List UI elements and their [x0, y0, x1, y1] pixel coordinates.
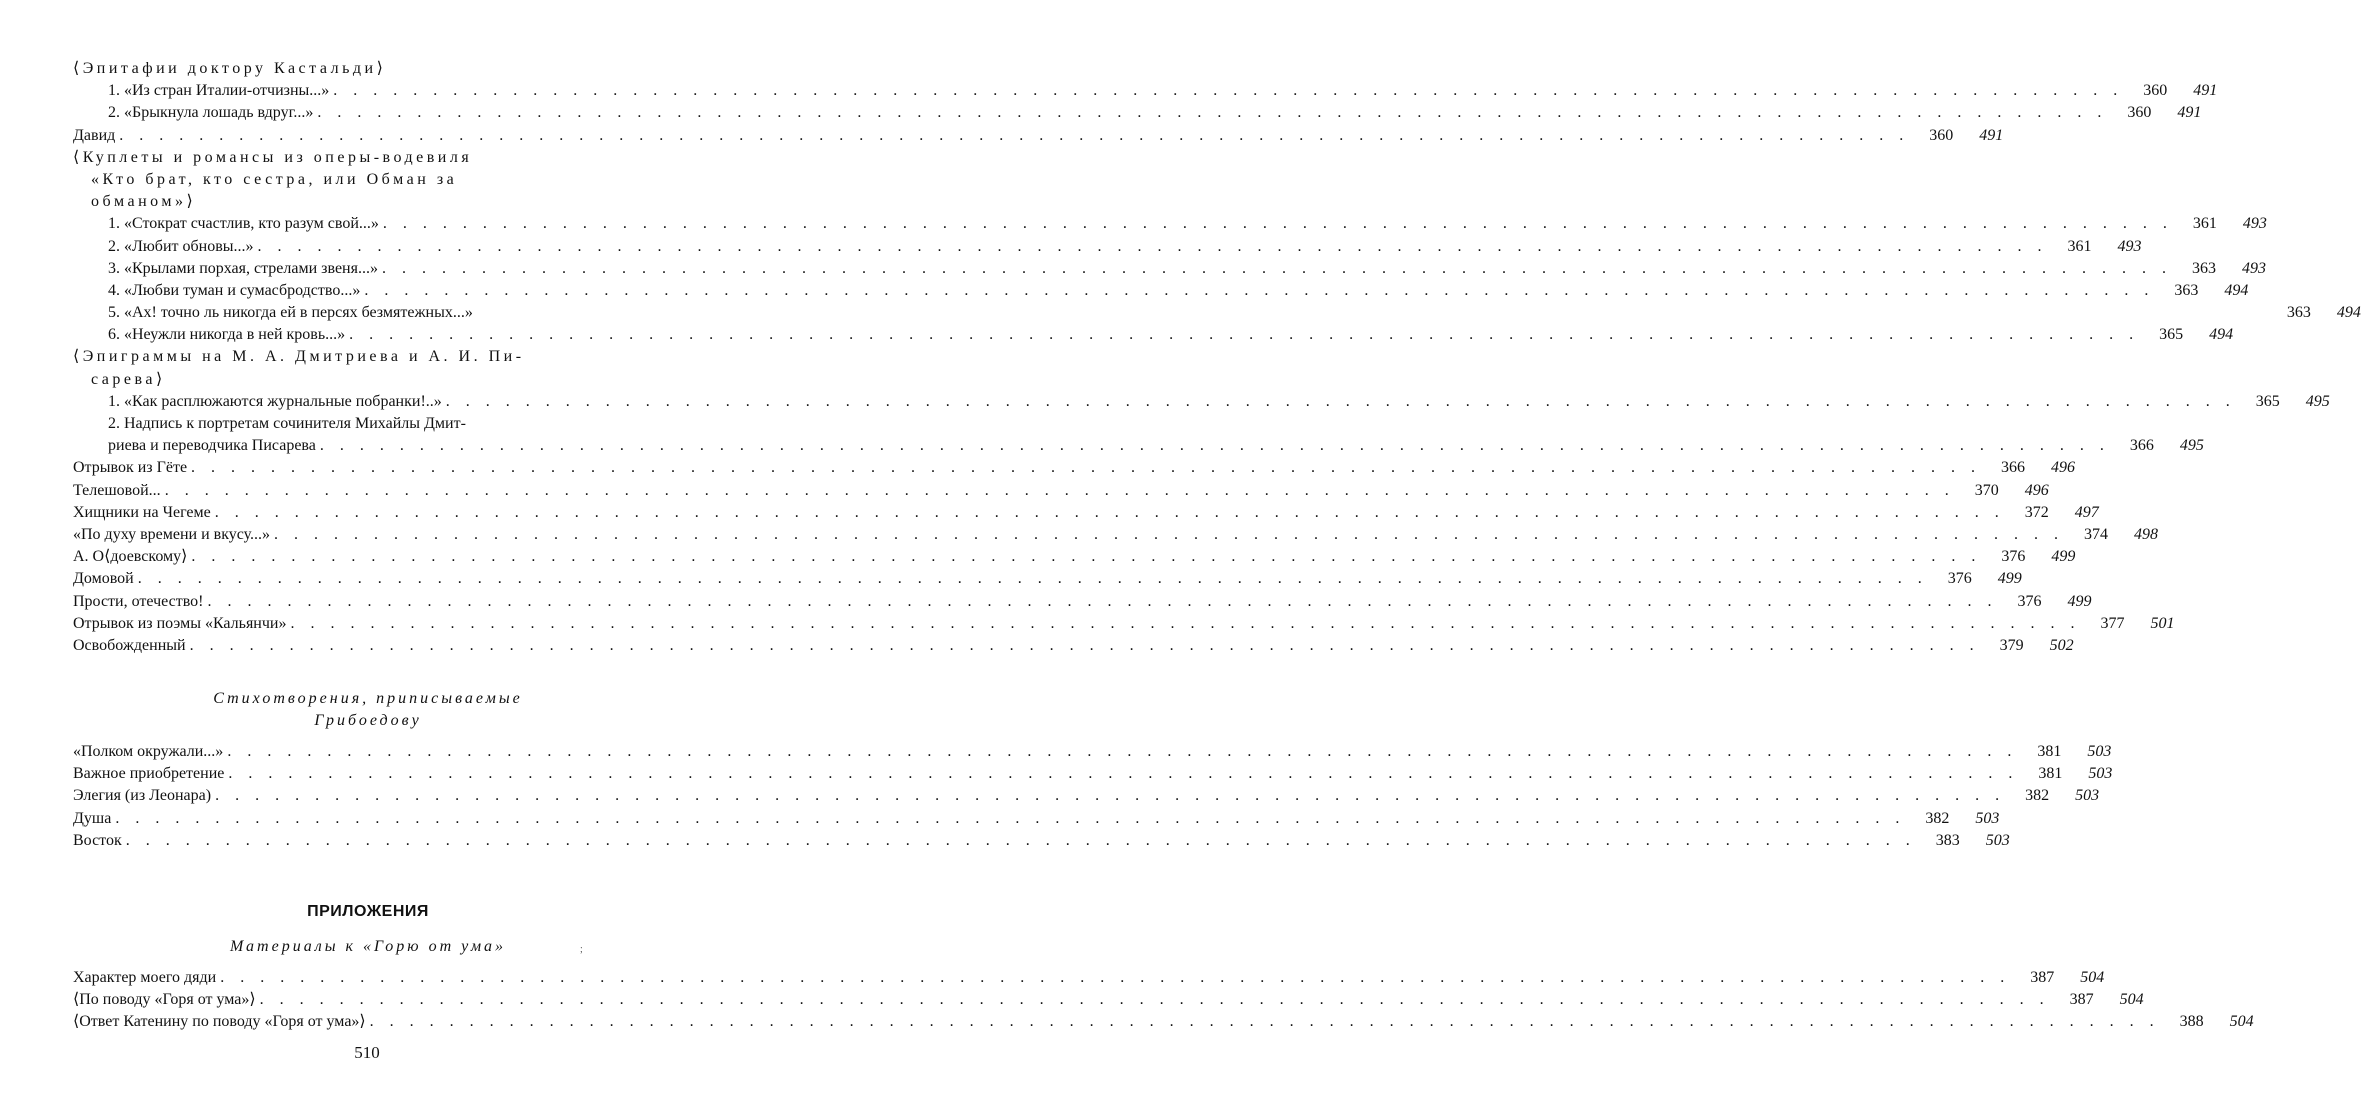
- dot-leader: [379, 213, 2173, 235]
- toc-entry: [73, 480, 2049, 502]
- toc-entry-page: 360: [2127, 104, 2152, 122]
- toc-entry-comment-page: 496: [2024, 481, 2049, 499]
- toc-entry: [73, 346, 663, 368]
- toc-entry-title: Давид: [73, 126, 116, 144]
- toc-entry: [73, 236, 2142, 258]
- toc-entry-page: 382: [2025, 787, 2050, 805]
- toc-entry-title: «Полком окружали...»: [73, 743, 224, 760]
- toc-entry-title: Восток: [73, 831, 122, 849]
- dot-leader: [223, 741, 2017, 763]
- toc-entry-comment-page: 493: [2117, 237, 2142, 255]
- toc-entry-title: Элегия (из Леонара): [73, 787, 212, 805]
- toc-entry-title: Хищники на Чегеме: [73, 503, 211, 521]
- toc-entry-page: 382: [1925, 809, 1950, 827]
- toc-entry-title: «По духу времени и вкусу...»: [73, 525, 271, 543]
- toc-entry-title: Прости, отечество!: [73, 592, 204, 610]
- toc-entry-title: ⟨Эпиграммы на М. А. Дмитриева и А. И. Пи-: [73, 348, 525, 366]
- dot-leader: [216, 967, 2010, 989]
- toc-entry: [73, 280, 2249, 302]
- toc-entry-title: обманом»⟩: [91, 193, 197, 211]
- toc-entry-page: 377: [2100, 614, 2125, 632]
- toc-entry-title: 2. Надпись к портретам сочинителя Михайлы Дмит-: [108, 415, 466, 432]
- toc-entry-comment-page: 494: [2336, 304, 2361, 322]
- toc-entry-comment-page: 494: [2224, 281, 2249, 299]
- toc-entry: [73, 830, 2010, 852]
- toc-entry: [73, 635, 2074, 657]
- toc-entry: [73, 546, 2076, 568]
- toc-entry-title: 1. «Как расплюжаются журнальные побранки!..»: [108, 392, 442, 410]
- contents-block-main: [73, 58, 2361, 657]
- toc-entry: [73, 58, 663, 80]
- dot-leader: [316, 435, 2110, 457]
- toc-entry: [73, 524, 2159, 546]
- toc-entry-comment-page: 493: [2241, 259, 2266, 277]
- dot-leader: [187, 546, 1981, 568]
- toc-entry: [73, 302, 2361, 324]
- toc-entry-page: 360: [1929, 126, 1954, 144]
- toc-entry: [73, 391, 2330, 413]
- toc-entry-title: Отрывок из поэмы «Кальянчи»: [73, 614, 287, 632]
- toc-entry-comment-page: 497: [2074, 503, 2099, 521]
- toc-entry-page: 366: [2001, 459, 2026, 477]
- dot-leader: [161, 480, 1955, 502]
- toc-entry-comment-page: 503: [1975, 809, 2000, 827]
- toc-entry: [73, 613, 2175, 635]
- toc-entry-title: 1. «Стократ счастлив, кто разум свой...»: [108, 215, 379, 233]
- toc-entry: [73, 324, 2234, 346]
- dot-leader: [187, 457, 1981, 479]
- toc-entry-comment-page: 502: [2049, 636, 2074, 654]
- toc-entry-comment-page: 499: [2067, 592, 2092, 610]
- toc-entry-comment-page: 495: [2179, 437, 2204, 455]
- toc-entry: [73, 102, 2202, 124]
- toc-entry: [73, 591, 2092, 613]
- toc-entry-title: 6. «Неужли никогда в ней кровь...»: [108, 326, 346, 344]
- toc-entry-title: Телешовой...: [73, 481, 161, 499]
- toc-entry-page: 372: [2024, 503, 2049, 521]
- toc-entry-page: 363: [2174, 281, 2199, 299]
- toc-entry-title: Домовой: [73, 570, 134, 588]
- dot-leader: [313, 102, 2107, 124]
- toc-entry-comment-page: 491: [2177, 104, 2202, 122]
- dot-leader: [134, 568, 1928, 590]
- dot-leader: [224, 763, 2018, 785]
- toc-entry-title: 1. «Из стран Италии-отчизны...»: [108, 82, 330, 100]
- toc-entry-page: 361: [2192, 215, 2217, 233]
- toc-entry: [73, 191, 663, 213]
- toc-entry-page: 381: [2038, 765, 2063, 783]
- appendix-heading: ПРИЛОЖЕНИЯ: [307, 903, 429, 920]
- dot-leader: [360, 280, 2154, 302]
- toc-entry-title: сарева⟩: [91, 370, 166, 388]
- toc-entry-title: Характер моего дяди: [73, 969, 217, 986]
- toc-entry-title: «Кто брат, кто сестра, или Обман за: [91, 170, 458, 188]
- dot-leader: [366, 1011, 2160, 1033]
- toc-entry-page: 374: [2084, 525, 2109, 543]
- toc-entry: [73, 1011, 2254, 1033]
- toc-entry-page: 381: [2037, 743, 2062, 760]
- toc-entry: [73, 502, 2099, 524]
- appendix-subheading: Материалы к «Горю от ума»: [229, 938, 507, 955]
- toc-entry-title: Освобожденный: [73, 636, 186, 654]
- toc-entry-comment-page: 503: [1985, 831, 2010, 849]
- toc-entry-comment-page: 494: [2209, 326, 2234, 344]
- toc-entry: [73, 413, 663, 435]
- toc-entry: [73, 369, 663, 391]
- toc-entry-title: ⟨По поводу «Горя от ума»⟩: [73, 991, 256, 1009]
- toc-entry-comment-page: 501: [2150, 614, 2175, 632]
- toc-entry-title: Душа: [73, 809, 112, 827]
- dot-leader: [256, 989, 2050, 1011]
- toc-entry-comment-page: 491: [1979, 126, 2004, 144]
- toc-entry-comment-page: 499: [1997, 570, 2022, 588]
- toc-entry: [73, 568, 2022, 590]
- toc-entry-page: 387: [2069, 991, 2094, 1009]
- dot-leader: [378, 258, 2172, 280]
- toc-entry-page: 363: [2191, 259, 2216, 277]
- dot-leader: [204, 591, 1998, 613]
- toc-entry-title: Отрывок из Гёте: [73, 459, 188, 477]
- toc-entry-title: 4. «Любви туман и сумасбродство...»: [108, 281, 361, 299]
- contents-block-appendix: [73, 967, 2254, 1034]
- dot-leader: [254, 236, 2048, 258]
- toc-entry-title: Важное приобретение: [73, 765, 225, 783]
- dot-leader: [329, 80, 2123, 102]
- section-heading-line-1: Стихотворения, приписываемые: [213, 690, 523, 707]
- toc-entry-page: 363: [2286, 304, 2311, 322]
- dot-leader: [122, 830, 1916, 852]
- page-number: 510: [354, 1043, 380, 1062]
- toc-entry-title: 5. «Ах! точно ль никогда ей в персях безмятежных...»: [108, 304, 473, 322]
- toc-entry-title: риева и переводчика Писарева: [108, 437, 316, 455]
- toc-entry-page: 376: [1947, 570, 1972, 588]
- dot-leader: [115, 125, 1909, 147]
- toc-entry-title: ⟨Ответ Катенину по поводу «Горя от ума»⟩: [73, 1013, 366, 1031]
- toc-entry-page: 365: [2255, 392, 2280, 410]
- toc-entry-page: 379: [1999, 636, 2024, 654]
- toc-entry: [73, 989, 2144, 1011]
- toc-entry-page: 383: [1935, 831, 1960, 849]
- toc-entry: [73, 763, 2113, 785]
- dot-leader: [345, 324, 2139, 346]
- toc-entry-title: А. О⟨доевскому⟩: [73, 548, 188, 566]
- toc-entry-comment-page: 504: [2119, 991, 2144, 1009]
- toc-entry: [73, 169, 663, 191]
- toc-entry-comment-page: 493: [2242, 215, 2267, 233]
- toc-entry-page: 365: [2159, 326, 2184, 344]
- dot-leader: [186, 635, 1980, 657]
- toc-entry-comment-page: 503: [2087, 743, 2112, 760]
- toc-entry-title: 2. «Любит обновы...»: [108, 237, 254, 255]
- toc-entry-page: 360: [2143, 82, 2168, 100]
- toc-entry-page: 376: [2001, 548, 2026, 566]
- dot-leader: [270, 524, 2064, 546]
- dot-leader: [111, 808, 1905, 830]
- toc-entry-page: 376: [2017, 592, 2042, 610]
- toc-entry: [73, 808, 2000, 830]
- stray-mark: ;: [580, 944, 583, 955]
- contents-block-attributed: [73, 741, 2113, 852]
- toc-entry: [73, 435, 2204, 457]
- toc-entry: [73, 125, 2004, 147]
- dot-leader: [442, 391, 2236, 413]
- toc-entry: [73, 457, 2076, 479]
- toc-entry-page: 361: [2067, 237, 2092, 255]
- toc-entry-comment-page: 496: [2051, 459, 2076, 477]
- toc-entry-page: 387: [2030, 969, 2055, 986]
- toc-entry-comment-page: 504: [2080, 969, 2105, 986]
- toc-entry-comment-page: 503: [2075, 787, 2100, 805]
- dot-leader: [286, 613, 2080, 635]
- toc-entry-comment-page: 503: [2088, 765, 2113, 783]
- section-heading-attributed: [73, 688, 663, 732]
- toc-entry-page: 366: [2129, 437, 2154, 455]
- dot-leader: [211, 785, 2005, 807]
- toc-entry-title: ⟨Эпитафии доктору Кастальди⟩: [73, 60, 387, 77]
- toc-entry-page: 388: [2179, 1013, 2204, 1031]
- toc-entry: [73, 213, 2267, 235]
- section-heading-line-2: Грибоедову: [314, 712, 422, 729]
- toc-entry-comment-page: 495: [2305, 392, 2330, 410]
- toc-entry-comment-page: 499: [2051, 548, 2076, 566]
- toc-entry-title: 3. «Крылами порхая, стрелами звеня...»: [108, 259, 378, 277]
- toc-entry: [73, 147, 663, 169]
- dot-leader: [211, 502, 2005, 524]
- toc-entry-comment-page: 504: [2229, 1013, 2254, 1031]
- toc-entry-comment-page: 498: [2134, 525, 2159, 543]
- toc-entry: [73, 741, 2112, 763]
- toc-entry: [73, 785, 2100, 807]
- toc-entry-page: 370: [1974, 481, 1999, 499]
- toc-entry: [73, 967, 2105, 989]
- toc-entry: [73, 80, 2218, 102]
- toc-entry-comment-page: 491: [2193, 82, 2218, 100]
- toc-entry-title: ⟨Куплеты и романсы из оперы-водевиля: [73, 148, 473, 166]
- toc-entry: [73, 258, 2266, 280]
- toc-entry-title: 2. «Брыкнула лошадь вдруг...»: [108, 104, 314, 122]
